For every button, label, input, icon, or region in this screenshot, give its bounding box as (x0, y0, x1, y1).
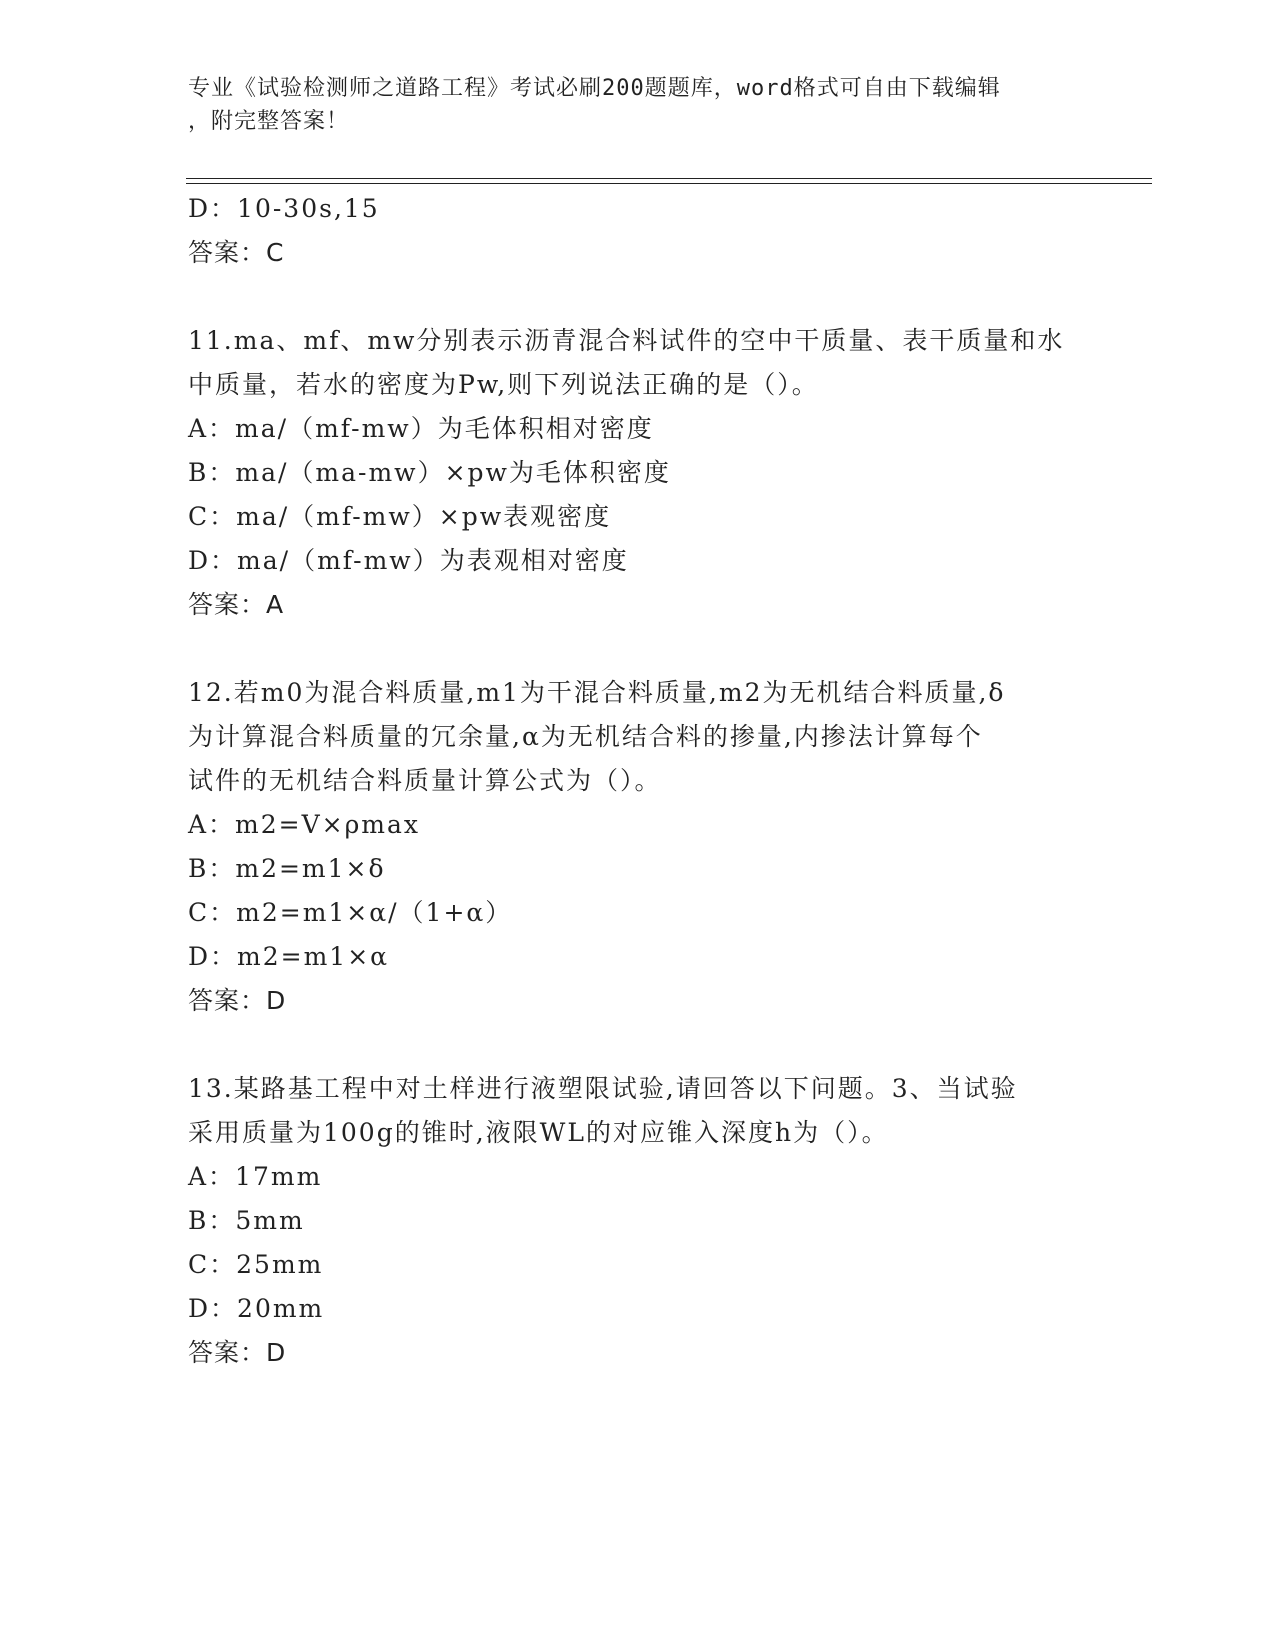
q12-stem-line-3: 试件的无机结合料质量计算公式为（）。 (188, 766, 662, 795)
q11-option-d: D：ma/（mf-mw）为表观相对密度 (188, 546, 629, 575)
q11-option-b: B：ma/（ma-mw）×pw为毛体积密度 (188, 458, 671, 487)
q13-stem-line-2: 采用质量为100g的锥时,液限WL的对应锥入深度h为（）。 (188, 1118, 889, 1147)
q11-stem-line-1: 11.ma、mf、mw分别表示沥青混合料试件的空中干质量、表干质量和水 (188, 326, 1065, 355)
q13-option-a: A：17mm (188, 1162, 323, 1191)
header-line-2: ，附完整答案！ (188, 109, 350, 134)
header-line-1: 专业《试验检测师之道路工程》考试必刷200题题库，word格式可自由下载编辑 (188, 76, 1001, 101)
q13-option-d: D：20mm (188, 1294, 325, 1323)
q12-option-d: D：m2=m1×α (188, 942, 390, 971)
q12-option-c: C：m2=m1×α/（1+α） (188, 898, 513, 927)
q13-answer: 答案：D (188, 1338, 287, 1367)
q12-stem-line-2: 为计算混合料质量的冗余量,α为无机结合料的掺量,内掺法计算每个 (188, 722, 983, 751)
q12-answer: 答案：D (188, 986, 287, 1015)
q13-option-c: C：25mm (188, 1250, 324, 1279)
q13-option-b: B：5mm (188, 1206, 305, 1235)
header-divider-bottom (186, 183, 1152, 184)
q10-option-d: D：10-30s,15 (188, 194, 380, 223)
q11-stem-line-2: 中质量，若水的密度为Pw,则下列说法正确的是（）。 (188, 370, 819, 399)
q12-option-a: A：m2=V×ρmax (188, 810, 421, 839)
q11-option-a: A：ma/（mf-mw）为毛体积相对密度 (188, 414, 654, 443)
q12-option-b: B：m2=m1×δ (188, 854, 386, 883)
q11-option-c: C：ma/（mf-mw）×pw表观密度 (188, 502, 612, 531)
q11-answer: 答案：A (188, 590, 285, 619)
q10-answer: 答案：C (188, 238, 285, 267)
document-header (188, 72, 1068, 138)
q12-stem-line-1: 12.若m0为混合料质量,m1为干混合料质量,m2为无机结合料质量,δ (188, 678, 1006, 707)
header-divider-top (186, 178, 1152, 179)
q13-stem-line-1: 13.某路基工程中对土样进行液塑限试验,请回答以下问题。3、当试验 (188, 1074, 1018, 1103)
